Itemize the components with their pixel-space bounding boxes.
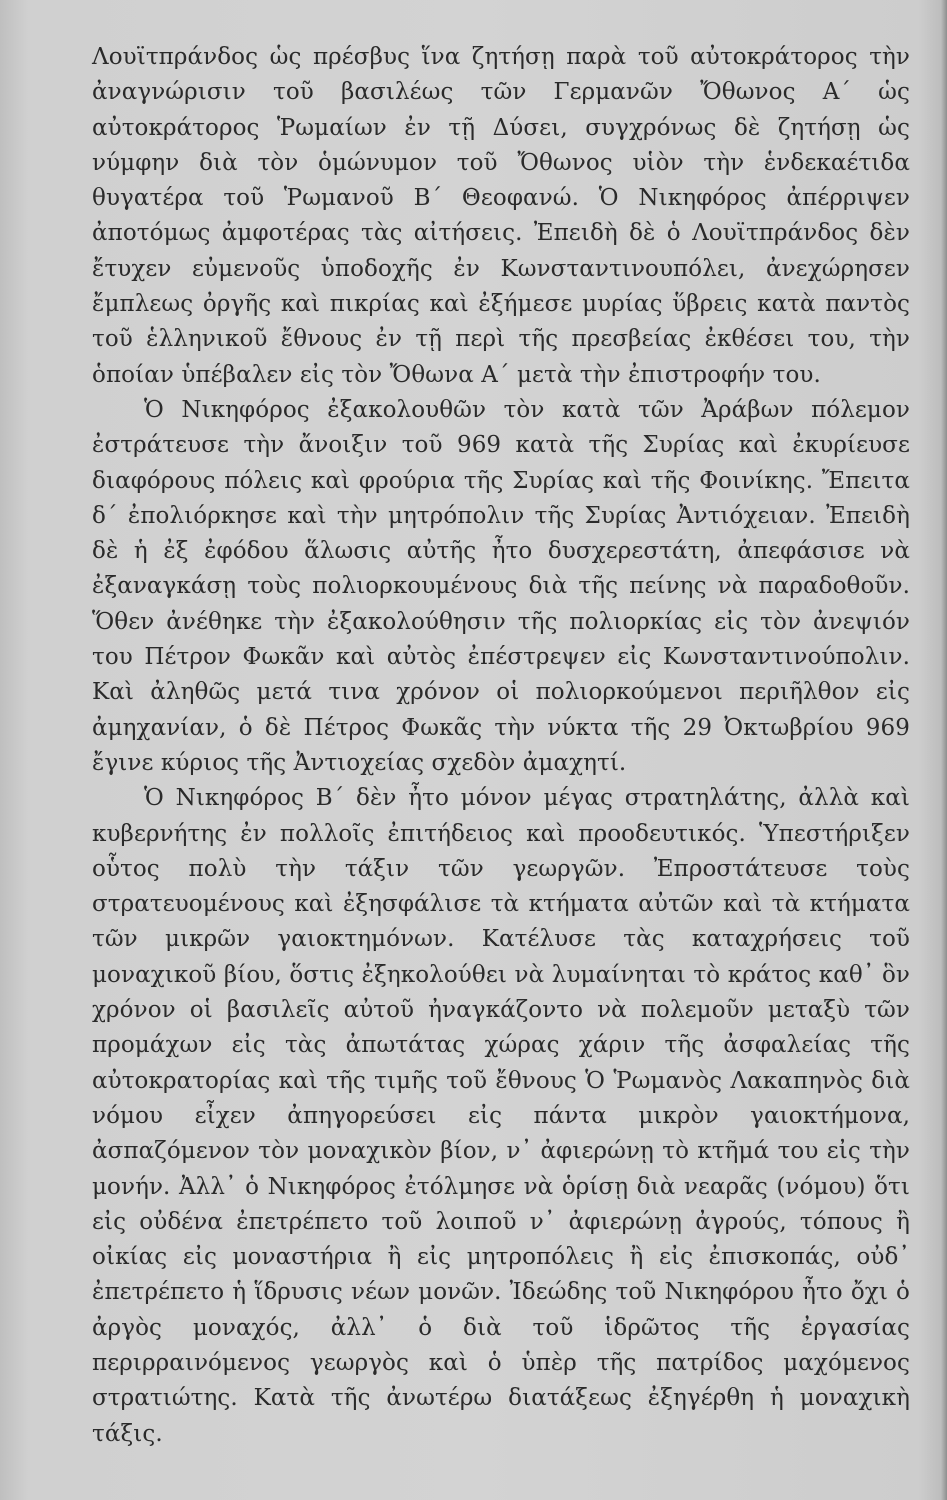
body-text <box>92 40 910 1452</box>
paragraph-1: Λουϊτπράνδος ὡς πρέσβυς ἵνα ζητήσῃ παρὰ τοῦ αὐτοκράτορος τὴν ἀναγνώρισιν τοῦ βασιλέως τῶν Γερμανῶν Ὄθωνος Α΄ ὡς αὐτοκράτορος Ῥωμαίων ἐν τῇ Δύσει, συγχρόνως δὲ ζητήσῃ ὡς νύμφην διὰ τὸν ὁμώνυμον τοῦ Ὄθωνος υἱὸν τὴν ἑνδεκαέτιδα θυγατέρα τοῦ Ῥωμανοῦ Β΄ Θεοφανώ. Ὁ Νικηφόρος ἀπέρριψεν ἀποτόμως ἀμφοτέρας τὰς αἰτήσεις. Ἐπειδὴ δὲ ὁ Λουϊτπράνδος δὲν ἔτυχεν εὐμενοῦς ὑποδοχῆς ἐν Κωνσταντινουπόλει, ἀνεχώρησεν ἔμπλεως ὀργῆς καὶ πικρίας καὶ ἐξήμεσε μυρίας ὕβρεις κατὰ παντὸς τοῦ ἑλληνικοῦ ἔθνους ἐν τῇ περὶ τῆς πρεσβείας ἐκθέσει του, τὴν ὁποίαν ὑπέβαλεν εἰς τὸν Ὄθωνα Α΄ μετὰ τὴν ἐπιστροφήν του. <box>92 44 910 388</box>
page-edge-shadow <box>941 0 947 1500</box>
paragraph-3: Ὁ Νικηφόρος Β΄ δὲν ἦτο μόνον μέγας στρατηλάτης, ἀλλὰ καὶ κυβερνήτης ἐν πολλοῖς ἐπιτήδειος καὶ προοδευτικός. Ὑπεστήριξεν οὗτος πολὺ τὴν τάξιν τῶν γεωργῶν. Ἐπροστάτευσε τοὺς στρατευομένους καὶ ἐξησφάλισε τὰ κτήματα αὐτῶν καὶ τὰ κτήματα τῶν μικρῶν γαιοκτημόνων. Κατέλυσε τὰς καταχρήσεις τοῦ μοναχικοῦ βίου, ὅστις ἐξηκολούθει νὰ λυμαίνηται τὸ κράτος καθ᾽ ὃν χρόνον οἱ βασιλεῖς αὐτοῦ ἠναγκάζοντο νὰ πολεμοῦν μεταξὺ τῶν προμάχων εἰς τὰς ἀπωτάτας χώρας χάριν τῆς ἀσφαλείας τῆς αὐτοκρατορίας καὶ τῆς τιμῆς τοῦ ἔθνους Ὁ Ῥωμανὸς Λακαπηνὸς διὰ νόμου εἶχεν ἀπηγορεύσει εἰς πάντα μικρὸν γαιοκτήμονα, ἀσπαζόμενον τὸν μοναχικὸν βίον, ν᾽ ἀφιερώνῃ τὸ κτῆμά του εἰς τὴν μονήν. Ἀλλ᾽ ὁ Νικηφόρος ἐτόλμησε νὰ ὁρίσῃ διὰ νεαρᾶς (νόμου) ὅτι εἰς οὐδένα ἐπετρέπετο τοῦ λοιποῦ ν᾽ ἀφιερώνῃ ἀγρούς, τόπους ἢ οἰκίας εἰς μοναστήρια ἢ εἰς μητροπόλεις ἢ εἰς ἐπισκοπάς, οὐδ᾽ ἐπετρέπετο ἡ ἵδρυσις νέων μονῶν. Ἰδεώδης τοῦ Νικηφόρου ἦτο ὄχι ὁ ἀργὸς μοναχός, ἀλλ᾽ ὁ διὰ τοῦ ἱδρῶτος τῆς ἐργασίας περιρραινόμενος γεωργὸς καὶ ὁ ὑπὲρ τῆς πατρίδος μαχόμενος στρατιώτης. Κατὰ τῆς ἀνωτέρω διατάξεως ἐξηγέρθη ἡ μοναχικὴ τάξις. <box>92 785 910 1447</box>
paragraph-2: Ὁ Νικηφόρος ἐξακολουθῶν τὸν κατὰ τῶν Ἀράβων πόλεμον ἐστράτευσε τὴν ἄνοιξιν τοῦ 969 κατὰ τῆς Συρίας καὶ ἐκυρίευσε διαφόρους πόλεις καὶ φρούρια τῆς Συρίας καὶ τῆς Φοινίκης. Ἔπειτα δ΄ ἐπολιόρκησε καὶ τὴν μητρόπολιν τῆς Συρίας Ἀντιόχειαν. Ἐπειδὴ δὲ ἡ ἐξ ἐφόδου ἅλωσις αὐτῆς ἦτο δυσχερεστάτη, ἀπεφάσισε νὰ ἐξαναγκάσῃ τοὺς πολιορκουμένους διὰ τῆς πείνης νὰ παραδοθοῦν. Ὅθεν ἀνέθηκε τὴν ἐξακολούθησιν τῆς πολιορκίας εἰς τὸν ἀνεψιόν του Πέτρον Φωκᾶν καὶ αὐτὸς ἐπέστρεψεν εἰς Κωνσταντινούπολιν. Καὶ ἀληθῶς μετά τινα χρόνον οἱ πολιορκούμενοι περιῆλθον εἰς ἀμηχανίαν, ὁ δὲ Πέτρος Φωκᾶς τὴν νύκτα τῆς 29 Ὀκτωβρίου 969 ἔγινε κύριος τῆς Ἀντιοχείας σχεδὸν ἀμαχητί. <box>92 396 910 776</box>
